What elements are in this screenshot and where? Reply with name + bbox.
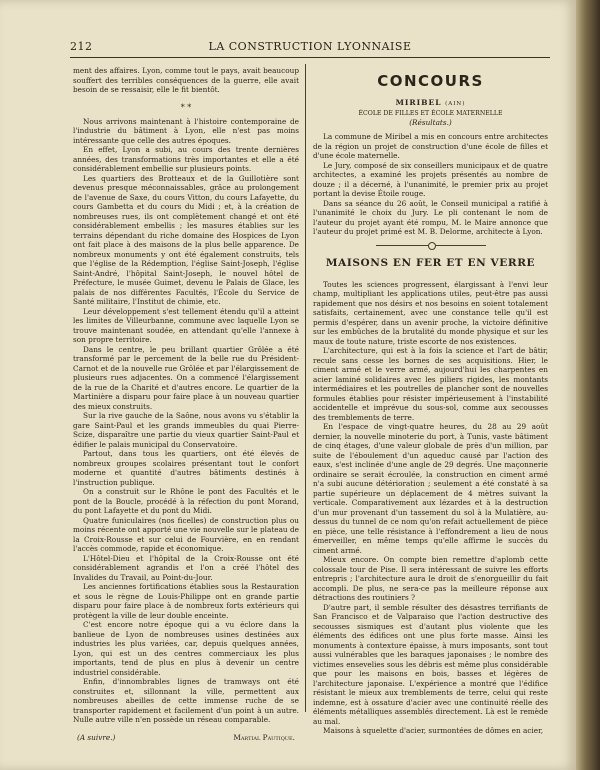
paragraph: Quatre funiculaires (nos ficelles) de construction plus ou moins récente ont apporté une vie nouvelle sur le plateau de la Croix-Rousse et sur celui de Fourvière, en en rendant l'accès commode, rapide et économique. xyxy=(73,515,299,553)
section-separator xyxy=(376,245,486,246)
paragraph: L'Hôtel-Dieu et l'hôpital de la Croix-Rousse ont été considérablement agrandis et l'on a créé l'hôtel des Invalides du Travail, au Point-du-Jour. xyxy=(73,553,299,582)
paragraph: Sur la rive gauche de la Saône, nous avons vu s'établir la gare Saint-Paul et les grands immeubles du quai Pierre-Scize, disparaître une partie du vieux quartier Saint-Paul et édifier le palais municipal du Conservatoire. xyxy=(73,411,299,449)
history-article-intro xyxy=(73,66,299,95)
page-number: 212 xyxy=(70,40,93,53)
paragraph: Mieux encore. On compte bien remettre d'aplomb cette colossale tour de Pise. Il sera intéressant de suivre les efforts entrepris ; l'architecture aura le droit de s'enorgueillir du fait accompli. De plus, ne sera-ce pas la meilleure réponse aux détractions des routiniers ? xyxy=(313,555,548,602)
place-name: MIRIBEL xyxy=(395,98,442,107)
history-article-body xyxy=(73,117,299,725)
paragraph: Les quartiers des Brotteaux et de la Guillotière sont devenus presque méconnaissables, grâce au prolongement de l'avenue de Saxe, du cours Vitton, du cours Lafayette, du cours Gambetta et du cours du Midi ; et, à la création de nombreuses rues, ils ont complètement changé et ont été considérablement embellis ; les masures établies sur les terrains dépendant du riche domaine des Hospices de Lyon ont fait place à des maisons de la plus belle apparence. De nombreux monuments y ont été également construits, tels que l'église de la Rédemption, l'église Saint-Joseph, l'église Saint-André, l'hôpital Saint-Joseph, le nouvel hôtel de Préfecture, le musée Guimet, devenu le Palais de Glace, les palais de nos différentes Facultés, l'École du Service de Santé militaire, l'Institut de chimie, etc. xyxy=(73,173,299,306)
article-heading: MAISONS EN FER ET EN VERRE xyxy=(325,256,536,269)
paragraph: Partout, dans tous les quartiers, ont été élevés de nombreux groupes scolaires présentant tout le confort moderne et quantité d'autres bâtiments destinés à l'instruction publique. xyxy=(73,449,299,487)
place-department: (AIN) xyxy=(445,101,466,107)
paragraph: Maisons à squelette d'acier, surmontées de dômes en acier, xyxy=(323,726,544,735)
paragraph: C'est encore notre époque qui a vu éclore dans la banlieue de Lyon de nombreuses usines destinées aux industries les plus variées, car, depuis quelques années, Lyon, qui est un des centres commerciaux les plus importants, tend de plus en plus à devenir un centre industriel considérable. xyxy=(73,620,299,677)
book-binding-edge xyxy=(576,0,600,770)
paragraph: Leur développement s'est tellement étendu qu'il a atteint les limites de Villeurbanne, commune avec laquelle Lyon se trouve maintenant soudée, en attendant qu'elle l'annexe à son propre territoire. xyxy=(73,306,299,344)
section-stars: * * xyxy=(180,102,192,112)
paragraph: En l'espace de vingt-quatre heures, du 28 au 29 août dernier, la nouvelle minoterie du port, à Tunis, vaste bâtiment de cinq étages, d'une valeur globale de près d'un million, par suite de l'éboulement d'un aqueduc causé par l'action des eaux, s'est inclinée d'une angle de 29 degrés. Une maçonnerie ordinaire se serait écroulée, la construction en ciment armé n'a subi aucune détérioration ; seulement a été constaté à sa partie supérieure un déplacement de 4 mètres suivant la verticale. Comparativement aux lézardes et à la destruction d'un mur provenant d'un tassement du sol à la Mulatière, au-dessus du tunnel de ce nom qu'on refait actuellement de pièce en pièce, une telle résistance à l'effondrement a lieu de nous émerveiller, en même temps qu'elle affirme le succès du ciment armé. xyxy=(313,422,548,555)
competition-place xyxy=(313,98,548,109)
paragraph: Nous arrivons maintenant à l'histoire contemporaine de l'industrie du bâtiment à Lyon, elle n'est pas moins intéressante que celle des autres époques. xyxy=(73,116,299,145)
paragraph: On a construit sur le Rhône le pont des Facultés et le pont de la Boucle, procédé à la réfection du pont Morand, du pont Lafayette et du pont du Midi. xyxy=(73,487,299,515)
page-header xyxy=(70,40,550,56)
paragraph: D'autre part, il semble résulter des désastres terrifiants de San Francisco et de Valparaiso que l'action destructive des secousses sismiques est d'autant plus violente que les éléments des édifices ont une plus forte masse. Ainsi les monuments à contexture épaisse, à murs imposants, sont tout aussi vulnérables que les baraques japonaises ; le nombre des victimes ensevelies sous les débris est même plus considérable que pour les maisons en bois, basses et légères de l'architecture japonaise. L'expérience a montré que l'édifice résistant le mieux aux tremblements de terre, celui qui reste indemne, est à ossature d'acier avec une continuité réelle des éléments métalliques assemblés directement. Là est le remède au mal. xyxy=(313,602,548,726)
paragraph: ment des affaires. Lyon, comme tout le pays, avait beaucoup souffert des terribles conséquences de la guerre, elle avait besoin de se ressaisir, elle le fit bientôt. xyxy=(73,66,299,94)
competition-subject: ÉCOLE DE FILLES ET ÉCOLE MATERNELLE xyxy=(358,110,503,117)
concours-body xyxy=(313,132,548,237)
left-column xyxy=(73,66,299,742)
paragraph: Le Jury, composé de six conseillers municipaux et de quatre architectes, a examiné les projets présentés au nombre de douze ; il a décerné, à l'unanimité, le premier prix au projet portant la devise Étoile rouge. xyxy=(313,160,548,198)
paragraph: Dans le centre, le peu brillant quartier Grôlée a été transformé par le percement de la belle rue du Président-Carnot et de la nouvelle rue Grôlée et par l'élargissement de plusieurs rues adjacentes. On a commencé l'élargissement de la rue de la Charité et d'autres encore. Le quartier de la Martinière a disparu pour faire place à un nouveau quartier des mieux construits. xyxy=(73,344,299,411)
concours-heading: CONCOURS xyxy=(377,72,484,90)
column-divider xyxy=(305,64,306,712)
results-label: (Résultats.) xyxy=(409,118,452,127)
paragraph: Dans sa séance du 26 août, le Conseil municipal a ratifié à l'unanimité le choix du Jury. Le pli contenant le nom de l'auteur du projet ayant été rompu, M. le Maire annonce que l'auteur du projet primé est M. B. Delorme, architecte à Lyon. xyxy=(313,198,548,236)
paragraph: Les anciennes fortifications établies sous la Restauration et sous le règne de Louis-Philippe ont en grande partie disparu pour faire place à de nombreux forts extérieurs qui protègent la ville de leur double enceinte. xyxy=(73,582,299,620)
paragraph: Enfin, d'innombrables lignes de tramways ont été construites et, sillonnant la ville, permettent aux nombreuses abeilles de cette immense ruche de se transporter rapidement et facilement d'un point à un autre. Nulle autre ville n'en possède un réseau comparable. xyxy=(73,677,299,724)
right-column xyxy=(313,66,548,735)
paragraph: La commune de Miribel a mis en concours entre architectes de la région un projet de construction d'une école de filles et d'une école maternelle. xyxy=(313,132,548,160)
paragraph: Toutes les sciences progressent, élargissant à l'envi leur champ, multipliant les applications utiles, peut-être pas aussi rapidement que nos désirs et nos besoins en soient totalement satisfaits, certainement, avec une constance telle qu'il est permis d'espérer, dans un avenir proche, la victoire définitive sur les embûches de la brutalité du monde physique et sur les maux de toute nature, triste escorte de nos existences. xyxy=(313,279,548,346)
to-be-continued-label: (A suivre.) xyxy=(77,732,116,742)
paragraph: En effet, Lyon a subi, au cours des trente dernières années, des transformations très importantes et elle a été considérablement embellie sur plusieurs points. xyxy=(73,145,299,173)
header-rule xyxy=(70,57,550,58)
journal-title: LA CONSTRUCTION LYONNAISE xyxy=(208,40,412,53)
paragraph: L'architecture, qui est à la fois la science et l'art de bâtir, recule sans cesse les bornes de ses acquisitions. Hier, le ciment armé et le verre armé, aujourd'hui les charpentes en acier laminé solidaires avec les piliers rigides, les montants intermédiaires et les poutrelles de plancher sont de nouvelles formules établies pour résister impérieusement à l'instabilité accidentelle et imprévue du sous-sol, comme aux secousses des tremblements de terre. xyxy=(313,346,548,422)
article-signature-row xyxy=(73,733,299,745)
article-author: Martial Pautique. xyxy=(233,732,295,742)
maisons-article-body xyxy=(313,280,548,736)
